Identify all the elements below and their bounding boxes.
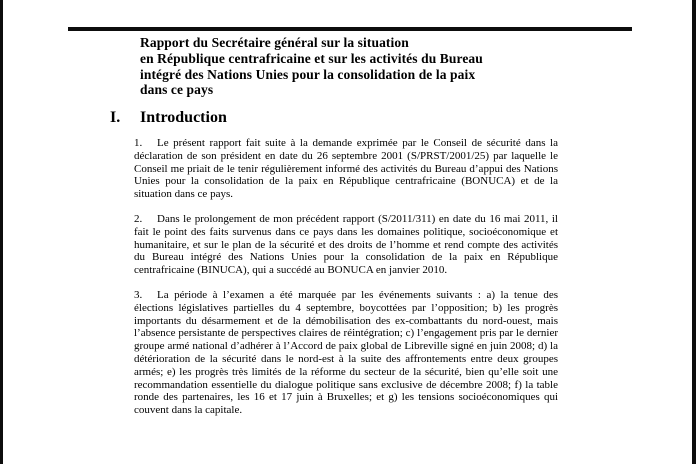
paragraph (134, 137, 558, 201)
report-title-line: intégré des Nations Unies pour la consolidation de la paix (140, 66, 476, 82)
report-title (140, 35, 526, 98)
paragraph-text: Dans le prolongement de mon précédent rapport (S/2011/311) en date du 16 mai 2011, il fait le point des faits survenus dans ce pays dans les domaines politique, socioéconomique et humanitaire, et sur le plan de la sécurité et des droits de l’homme et rend compte des activités du Bureau intégré des Nations Unies pour la consolidation de la paix en République centrafricaine (BINUCA), qui a succédé au BONUCA en janvier 2010. (134, 212, 558, 277)
paragraph-number: 1. (134, 137, 143, 149)
paragraph-number: 3. (134, 288, 143, 301)
header-rule (68, 27, 632, 31)
paragraph-text: La période à l’examen a été marquée par les événements suivants : a) la tenue des élections législatives partielles du 4 septembre, boycottées par l’opposition; b) les progrès importants du désarmement et de la démobilisation des ex-combattants du nord-ouest, mais l’absence persistante de perspectives claires de réintégration; c) l’engagement pris par le dernier groupe armé national d’adhérer à l’Accord de paix global de Libreville signé en juin 2008; d) la détérioration de la sécurité dans le nord-est à la suite des affrontements entre deux groupes armés; e) les progrès très limités de la réforme du secteur de la sécurité, bien qu’elle soit une recommandation essentielle du dialogue politique sans exclusive de décembre 2008; f) la table ronde des partenaires, les 16 et 17 juin à Bruxelles; et g) les tensions socioéconomiques qui couvent dans la capitale. (134, 288, 558, 417)
paragraph (134, 213, 558, 277)
page-left-edge-line (0, 0, 3, 464)
paragraph (134, 289, 558, 417)
page-right-edge-line (692, 0, 696, 464)
paragraph-text: Le présent rapport fait suite à la demande exprimée par le Conseil de sécurité dans la déclaration de son président en date du 26 septembre 2001 (S/PRST/2001/25) par laquelle le Conseil me priait de le tenir régulièrement informé des activités du Bureau d’appui des Nations Unies pour la consolidation de la paix en République centrafricaine (BONUCA) et de la situation dans ce pays. (134, 137, 558, 201)
report-title-line: en République centrafricaine et sur les activités du Bureau (140, 50, 483, 66)
document-body (134, 137, 558, 429)
section-number: I. (110, 109, 121, 126)
paragraph-number: 2. (134, 212, 143, 225)
section-title: Introduction (140, 109, 227, 126)
report-title-line: Rapport du Secrétaire général sur la situation (140, 35, 409, 50)
report-title-line: dans ce pays (140, 82, 214, 98)
section-heading (110, 109, 550, 127)
